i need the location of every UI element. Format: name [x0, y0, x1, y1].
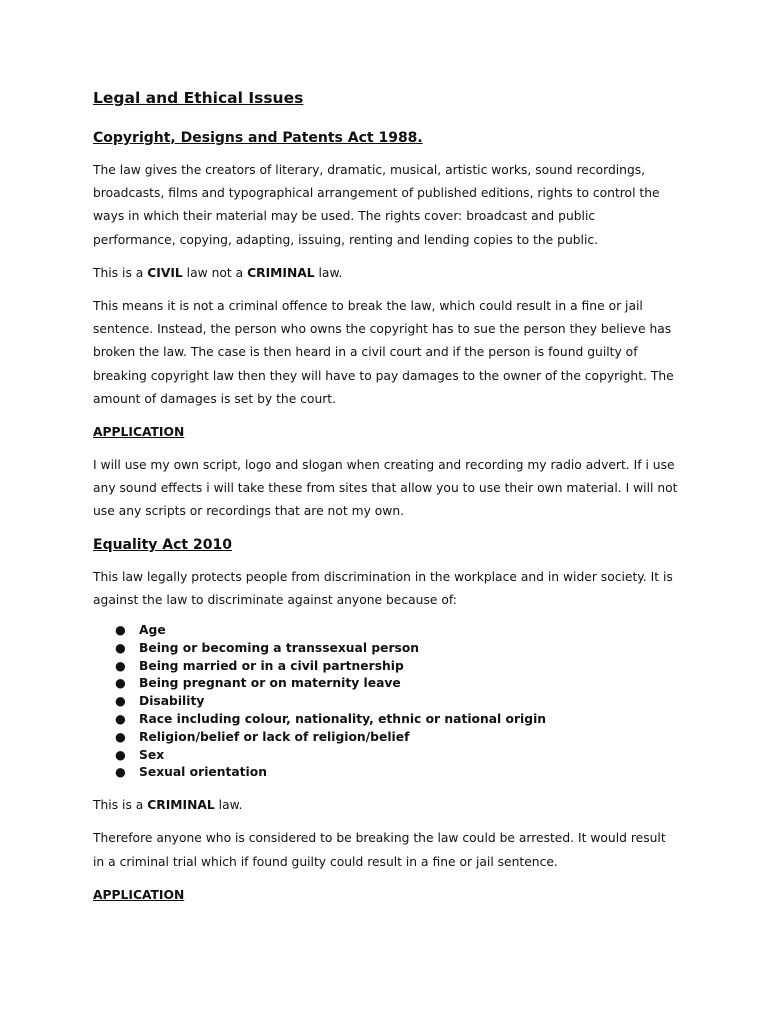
list-item-text: Being pregnant or on maternity leave [139, 676, 401, 691]
list-item [115, 711, 678, 729]
equality-intro-paragraph: This law legally protects people from discrimination in the workplace and in wider society. It is against the law to discriminate against anyone because of: [93, 569, 673, 607]
law-type-prefix: This is a [93, 798, 148, 813]
bullet-icon: ● [115, 765, 126, 780]
list-item [115, 747, 678, 765]
list-item [115, 658, 678, 676]
list-item-text: Religion/belief or lack of religion/belief [139, 729, 410, 744]
list-item-text: Sex [139, 747, 165, 762]
equality-consequence-paragraph: Therefore anyone who is considered to be breaking the law could be arrested. It would result in a criminal trial which if found guilty could result in a fine or jail sentence. [93, 831, 666, 869]
bullet-icon: ● [115, 676, 126, 691]
list-item [115, 640, 678, 658]
law-type-suffix: law. [214, 798, 243, 813]
document-page [93, 86, 678, 917]
list-item-text: Sexual orientation [139, 765, 267, 780]
list-item [115, 729, 678, 747]
law-type-suffix: law. [314, 265, 343, 280]
equality-law-type [93, 794, 678, 817]
list-item [115, 675, 678, 693]
protected-characteristics-list [93, 622, 678, 782]
list-item [115, 693, 678, 711]
bullet-icon: ● [115, 747, 126, 762]
bullet-icon: ● [115, 640, 126, 655]
bullet-icon: ● [115, 729, 126, 744]
document-title: Legal and Ethical Issues [93, 89, 304, 107]
copyright-act-heading: Copyright, Designs and Patents Act 1988. [93, 130, 423, 146]
copyright-application-paragraph: I will use my own script, logo and slogan when creating and recording my radio advert. If i use any sound effects i will take these from sites that allow you to use their own material. I will not use any scripts or recordings that are not my own. [93, 458, 678, 519]
bullet-icon: ● [115, 694, 126, 709]
list-item-text: Race including colour, nationality, ethnic or national origin [139, 712, 547, 727]
list-item-text: Being married or in a civil partnership [139, 658, 404, 673]
list-item-text: Age [139, 623, 166, 638]
copyright-explanation-paragraph: This means it is not a criminal offence to break the law, which could result in a fine or jail sentence. Instead, the person who owns the copyright has to sue the person they believe has broken the law. The case is then heard in a civil court and if the person is found guilty of breaking copyright law then they will have to pay damages to the owner of the copyright. The amount of damages is set by the court. [93, 299, 674, 406]
civil-keyword: CIVIL [147, 265, 183, 280]
copyright-law-type [93, 262, 678, 285]
equality-act-heading: Equality Act 2010 [93, 536, 232, 553]
list-item [115, 764, 678, 782]
equality-application-label: APPLICATION [93, 887, 185, 902]
bullet-icon: ● [115, 712, 126, 727]
copyright-application-label: APPLICATION [93, 425, 185, 440]
criminal-keyword: CRIMINAL [147, 798, 215, 813]
list-item [115, 622, 678, 640]
law-type-middle: law not a [182, 265, 248, 280]
bullet-icon: ● [115, 658, 126, 673]
list-item-text: Disability [139, 694, 205, 709]
list-item-text: Being or becoming a transsexual person [139, 640, 420, 655]
criminal-keyword: CRIMINAL [247, 265, 315, 280]
copyright-intro-paragraph: The law gives the creators of literary, dramatic, musical, artistic works, sound recordings, broadcasts, films and typographical arrangement of published editions, rights to control the ways in which their material may be used. The rights cover: broadcast and public performance, copying, adapting, issuing, renting and lending copies to the public. [93, 163, 660, 247]
bullet-icon: ● [115, 623, 126, 638]
law-type-prefix: This is a [93, 265, 148, 280]
